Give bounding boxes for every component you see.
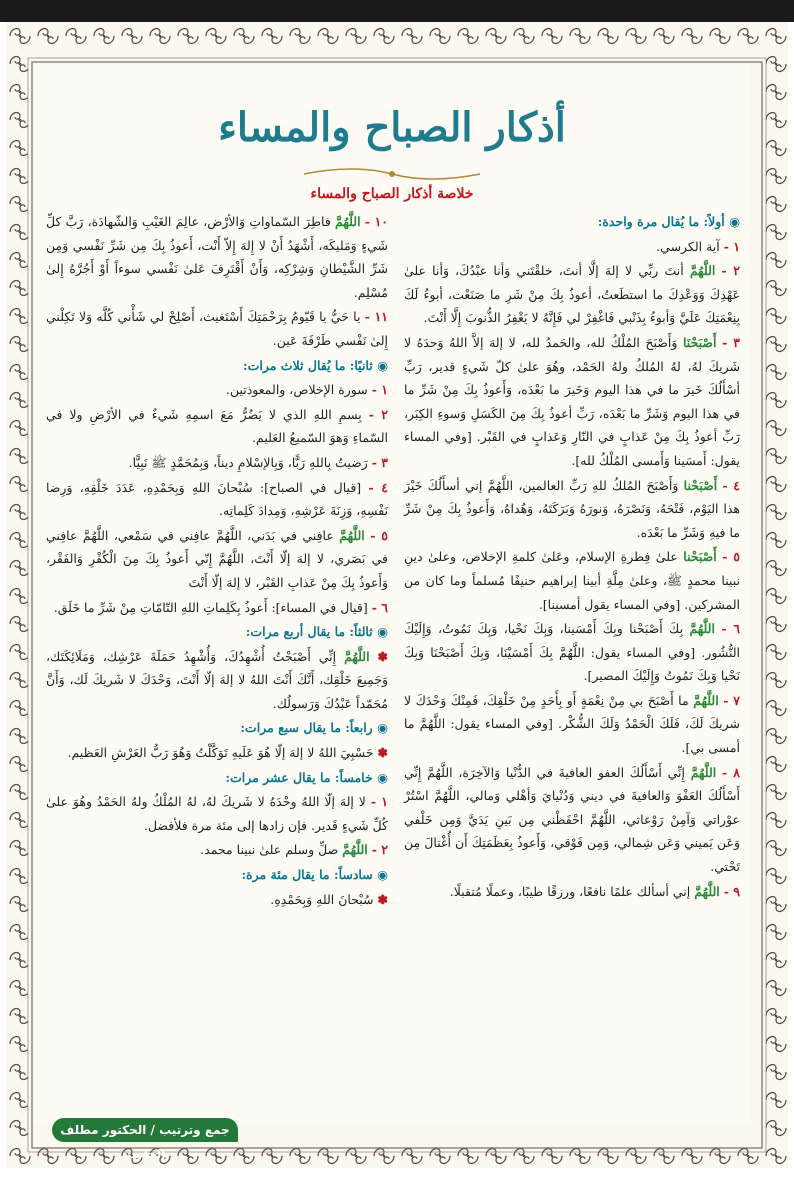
item-text: لا إلهَ إلّا اللهُ وحْدَهُ لا شَريكَ لهُ، لهُ المُلْكُ ولهُ الحَمْدُ وهُوَ علىٰ كُلِّ شَيءٍ قَدير. فإن زادها إلى مئة مرة فلأفضل. [46,794,388,833]
item-number: ٥ - [370,527,388,543]
dhikr-item [46,210,388,304]
dhikr-item [404,235,740,259]
highlight-word: اللَّهُمَّ [694,883,720,899]
item-number: ٣ - [722,334,740,350]
content-page [34,64,750,1124]
highlight-word: اللَّهُمَّ [342,842,368,858]
item-text: أنتَ ربِّي لا إلهَ إلَّا أنتَ، خلقْتَني وَأنا عبْدُكَ، وَأنا علىٰ عَهْدِكَ وَوَعْدِكَ ما استطَعتُ، أعوذُ بِكَ مِنْ شَرِ ما صَنَعْت، أبوءُ لَكَ بِنِعْمَتِكَ عَلَيَّ وَأبوءُ بِذَنْبي فَاغْفِرْ لي فَإِنَّهُ لا يَغْفِرُ الذُّنوبَ إِلَّا أَنْتَ. [404,263,740,326]
item-number: ١ - [723,238,740,254]
dhikr-item [404,545,740,616]
top-bar [0,0,794,22]
dhikr-item [46,596,388,620]
section-bullet-icon: ◉ [729,214,740,229]
dhikr-item [404,689,740,760]
page-subtitle: خلاصة أذكار الصباح والمساء [310,186,474,202]
section-title: ثالثاً: ما يقال أربع مرات: [245,624,373,640]
item-text: رَضيتُ بِاللهِ رَبًّا، وَبِالإسْلامِ ديناً، وَبِمُحَمَّدٍ ﷺ نَبِيًّا. [128,454,368,470]
dhikr-item [46,403,388,450]
item-number: ٦ - [371,599,388,615]
item-text: وَأَصْبَحَ المُلكُ للهِ رَبِّ العالمين، اللَّهُمَّ إني أسأَلُكَ خَيْرَ هذا اليَوْم، فَتْحَهُ، وَنَصْرَهُ، وَنورَهُ وَبَرَكَتَهُ، وَهُداهُ، وَأَعوذُ بِكَ مِنْ شَرِّ ما فيهِ وَشَرِّ ما بَعْدَه. [404,477,740,540]
dhikr-item [404,761,740,879]
section-title: سادساً: ما يقال مئة مرة: [241,867,373,883]
item-text: وَأَصْبَحَ المُلْكُ لله، والحَمدُ لله، لا إلهَ إلاَّ اللهُ وَحدَهُ لا شَريكَ لهُ، لهُ المُلكُ ولهُ الحَمْد، وهُوَ علىٰ كلّ شَيءٍ قدير، رَبِّ أسْأَلُكَ خَيرَ ما في هذا اليوم وَخَيرَ ما بَعْدَه، وَأَعوذُ بِكَ مِنْ شَرِّ ما في هذا اليوم وَشَرِّ ما بَعْدَه، رَبِّ أعوذُ بِكَ مِنَ الكَسَلِ وَسوءِ الكِبَر، رَبِّ أعوذُ بِكَ مِنْ عَذابٍ في النّارِ وَعَذابٍ في القَبْر. [وفي المساء يقول: أَمسَينا وَأَمسى المُلْكُ لله]. [404,334,740,468]
item-number: ١٠ - [364,214,388,229]
dhikr-item [46,838,388,862]
item-text: يا حَيُّ يا قَيّومُ بِرَحْمَتِكَ أَسْتَغيث، أَصْلِحْ لي شَأْني كُلَّه وَلا تَكِلْني إِلىٰ نَفْسي طَرْفَةَ عَين. [46,309,388,348]
section-bullet-icon: ◉ [377,867,388,883]
item-text: آية الكرسي. [656,238,720,254]
section-heading [46,716,388,740]
dhikr-item [404,331,740,473]
flower-bullet-icon: ✽ [377,745,388,761]
dhikr-item [404,259,740,330]
item-number: ٨ - [721,764,740,780]
flower-bullet-icon: ✽ [377,891,388,907]
item-number: ٢ - [368,406,388,422]
highlight-word: اللَّهُمَّ [690,764,717,780]
item-text: بِكَ أَصْبَحْنا وبِكَ أَمْسَينا، وَبِكَ نَحْيا، وَبِكَ نَمُوتُ، وَإِلَيْكَ النُّشُور. [وفي المساء يقول: اللَّهُمَّ بِكَ أَمْسَيْنَا، وَبِكَ أَصْبَحْنَا وَبِكَ نَحْيا وَبِكَ نَمُوتُ وَإِلَيْكَ المصير]. [404,621,740,684]
dhikr-item [46,451,388,475]
author-credit: جمع وترتيب / الحكتور مطلف الجاسر [52,1118,238,1142]
dhikr-item [404,474,740,545]
highlight-word: اللَّهُمَّ [689,263,716,279]
item-number: ٥ - [722,549,740,565]
item-number: ١١ - [364,309,388,325]
dhikr-item [46,645,388,716]
highlight-word: اللَّهُمَّ [693,692,719,708]
item-text: إِنِّي أَسْأَلُكَ العفو العافيةَ في الدُّنْيا وَالآخِرَة، اللَّهُمَّ إِنِّي أَسْأَلُكَ العَفْوَ وَالعافيةَ في ديني وَدُنْيايَ وَأهْلي وَمالي، اللَّهُمَّ اسْتُرْ عوْراتي وَآمِنْ رَوْعاتي، اللَّهُمَّ احْفَظْني مِن بَينِ يَدَيَّ وَمِن خَلْفي وَعَن يَميني وَعَن شِمالي، وَمِن فَوْقي، وَأَعوذُ بِعَظَمَتِكَ أَن أُغْتالَ مِن تَحْتي. [404,764,740,875]
item-number: ١ - [371,382,388,398]
title-ornament [34,164,750,184]
right-column [404,210,740,904]
item-text: إني أسألك علمًا نافعًا، ورزقًا طيبًا، وعملًا مُتقبلًا. [449,883,691,899]
dhikr-item [46,305,388,352]
dhikr-item [46,741,388,765]
highlight-word: أَصْبَحْنا [683,549,717,565]
page-title: أذكار الصباح والمساء [218,104,566,151]
dhikr-item [404,617,740,688]
dhikr-item [404,880,740,904]
section-title: ثانيًا: ما يُقال ثلاث مرات: [243,357,373,373]
item-text: بِسمِ اللهِ الذي لا يَضُرُّ مَعَ اسمِهِ شَيءٌ في الأرْضِ ولا في السّماءِ وَهوَ السّميعُ العَليم. [46,406,388,446]
item-text: إِنِّي أَصْبَحْتُ أُشْهِدُكَ، وَأُشْهِدُ حَمَلَةَ عَرْشِك، وَمَلَائِكَتَك، وَجَمِيعَ خَلْقِك، أَنَّكَ أَنْتَ اللهُ لا إلهَ إلّا أَنْتَ، وَحْدَكَ لا شَريكَ لَك، وَأَنَّ مُحَمّداً عَبْدُكَ وَرَسولُك. [46,648,388,711]
section-heading [46,620,388,644]
highlight-word: أَصْبَحْنَا [683,334,717,350]
item-text: علىٰ فِطرةِ الإسلام، وعَلىٰ كلمةِ الإخلاص، وعلىٰ دينِ نبينا محمدٍ ﷺ، وعلىٰ مِلَّةِ أبينا إبراهيم حنيفًا مُسلماً وما كان من المشركين. [وفي المساء يقول أمسينا]. [404,549,740,612]
dhikr-item [46,888,388,912]
item-number: ٢ - [371,842,388,858]
item-number: ٧ - [723,692,740,708]
dhikr-item [46,524,388,595]
item-number: ٣ - [371,454,388,470]
item-number: ٩ - [723,883,740,899]
item-number: ٦ - [721,621,740,637]
item-number: ٤ - [368,479,388,495]
highlight-word: اللَّهُمَّ [335,214,361,229]
flower-bullet-icon: ✽ [377,648,389,664]
highlight-word: اللَّهُمَّ [344,648,370,664]
section-bullet-icon: ◉ [377,720,388,736]
item-text: عافِني في بَدَني، اللَّهُمَّ عافِني في سَمْعي، اللَّهُمَّ عافِني في بَصَري، لا إلهَ إلّا أَنْتَ، اللَّهُمَّ إِنّي أَعوذُ بِكَ مِنَ الْكُفْرِ وَالفَقْر، وَأَعوذُ بِكَ مِنْ عَذابِ القَبْر، لا إلهَ إلّا أَنْتَ [46,527,388,590]
item-number: ١ - [370,794,388,810]
dhikr-item [46,378,388,402]
highlight-word: اللَّهُمَّ [339,527,365,543]
left-column [46,210,388,912]
section-bullet-icon: ◉ [377,624,388,640]
section-heading [46,863,388,887]
section-heading [404,210,740,234]
item-number: ٢ - [721,263,740,279]
item-text: صلِّ وسلم علىٰ نبينا محمد. [200,842,339,858]
item-text: [قيال في الصباح]: سُبْحانَ اللهِ وَبِحَمْدِهِ، عَدَدَ خَلْقِهِ، وَرِضا نَفْسِهِ، وَزِنَةَ عَرْشِهِ، وَمِدادَ كَلِماتِه. [46,479,388,519]
section-title: خامساً: ما يقال عشر مرات: [225,769,373,785]
dhikr-item [46,790,388,837]
item-text: ما أَصْبَحَ بي مِنْ نِعْمَةٍ أَو بِأَحَدٍ مِنْ خَلْقِكَ، فَمِنْكَ وَحْدَكَ لا شريكَ لَكَ، فَلَكَ الْحَمْدُ وَلَكَ الشُّكْر. [وفي المساء يقول: اللَّهُمَّ ما أمسى بي]. [404,692,740,756]
dhikr-item [46,476,388,523]
section-title: أولاً: ما يُقال مرة واحدة: [597,214,725,229]
section-heading [46,354,388,378]
item-number: ٤ - [722,477,740,493]
section-bullet-icon: ◉ [377,769,388,785]
section-heading [46,766,388,790]
highlight-word: اللَّهُمَّ [689,621,715,637]
section-bullet-icon: ◉ [377,357,388,373]
item-text: فاطِرَ السّماواتِ وَالأرْض، عالِمَ الغَيْبِ وَالشّهادَة، رَبَّ كلِّ شَيءٍ وَمَليكَه، أَشْهَدُ أَنْ لا إِلهَ إِلاّ أَنْت، أَعوذُ بِكَ مِن شَرِّ نَفْسي وَمِن شَرِّ الشَّيْطانِ وَشِرْكِه، وَأَنْ أَقْتَرِفَ عَلىٰ نَفْسي سوءاً أَوْ أَجُرَّهُ إِلىٰ مُسْلِم. [46,214,388,300]
section-title: رابعاً: ما يقال سبع مرات: [240,720,373,736]
item-text: سورة الإخلاص، والمعوذتين. [226,382,368,398]
item-text: [قيال في المساء]: أَعوذُ بِكَلِماتِ اللهِ التّامّاتِ مِنْ شَرِّ ما خَلَق. [53,599,368,615]
item-text: سُبْحانَ اللهِ وَبِحَمْدِهِ. [270,891,374,907]
item-text: حَسْبِيَ اللهُ لا إلهَ إلّا هُوَ عَلَيهِ تَوَكَّلْتُ وَهُوَ رَبُّ العَرْشِ العَظيم. [67,745,374,761]
highlight-word: أَصْبَحْنا [683,477,718,493]
